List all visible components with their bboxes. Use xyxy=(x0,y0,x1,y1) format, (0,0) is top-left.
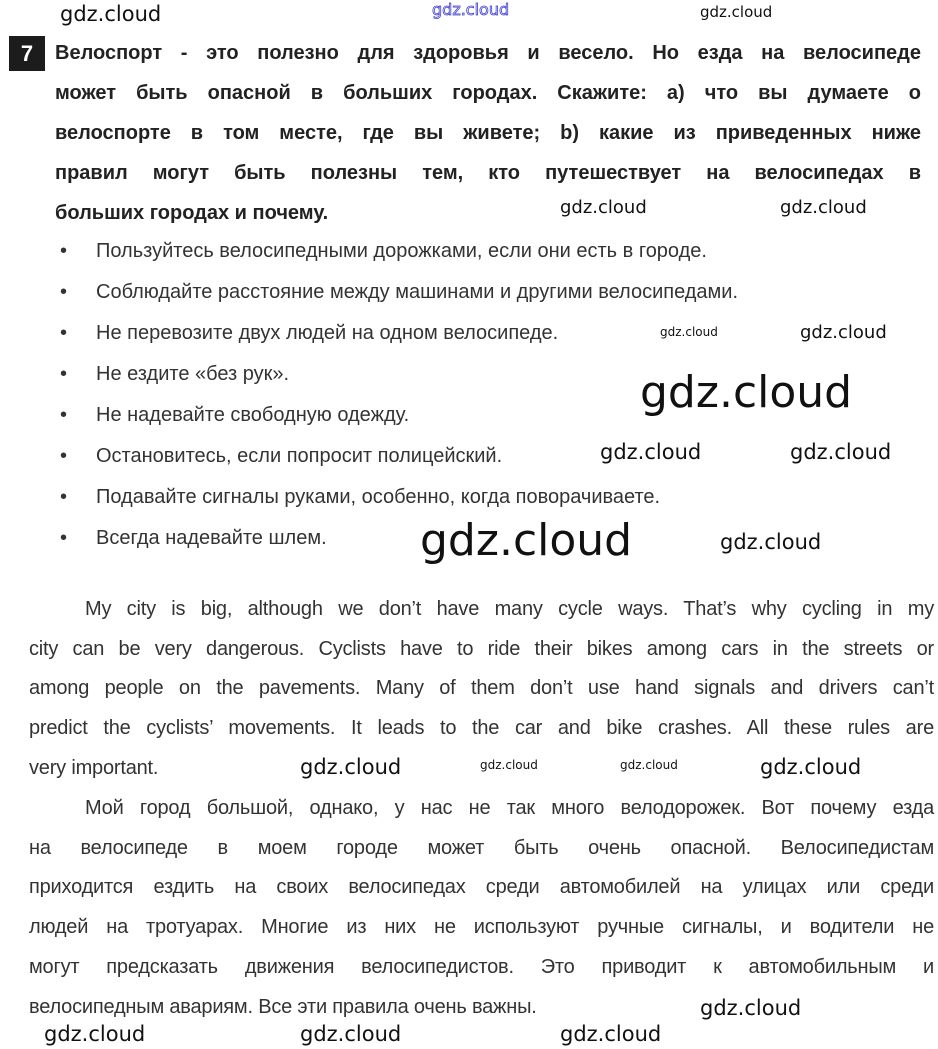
watermark: gdz.cloud xyxy=(800,322,887,343)
bullet-icon: • xyxy=(60,486,68,508)
rule-text: Подавайте сигналы руками, особенно, когда поворачиваете. xyxy=(96,486,661,508)
paragraph-line: among people on the pavements. Many of them don’t use hand signals and drivers can’t xyxy=(29,677,934,700)
paragraph-line: very important. xyxy=(29,756,159,779)
watermark: gdz.cloud xyxy=(480,758,538,772)
paragraph-line: могут предсказать движения велосипедистов. Это приводит к автомобильным и xyxy=(29,955,934,978)
watermark: gdz.cloud xyxy=(600,440,702,464)
bullet-icon: • xyxy=(60,527,68,549)
list-item xyxy=(60,272,920,313)
rule-text: Остановитесь, если попросит полицейский. xyxy=(96,445,503,467)
watermark: gdz.cloud xyxy=(432,0,510,19)
watermark: gdz.cloud xyxy=(620,758,678,772)
rule-text: Всегда надевайте шлем. xyxy=(96,527,327,549)
bullet-icon: • xyxy=(60,445,68,467)
instruction-line: Велоспорт - это полезно для здоровья и весело. Но езда на велосипеде xyxy=(55,42,921,64)
paragraph-line: велосипедным авариям. Все эти правила очень важны. xyxy=(29,995,537,1018)
watermark: gdz.cloud xyxy=(760,755,862,779)
list-item xyxy=(60,313,920,354)
paragraph-line: людей на тротуарах. Многие из них не используют ручные сигналы, и водители не xyxy=(29,916,934,939)
paragraph-line: на велосипеде в моем городе может быть очень опасной. Велосипедистам xyxy=(29,836,934,859)
instruction-line: может быть опасной в больших городах. Скажите: a) что вы думаете о xyxy=(55,82,921,104)
paragraph-line: My city is big, although we don’t have many cycle ways. That’s why cycling in my xyxy=(85,598,934,620)
paragraph-line: приходится ездить на своих велосипедах среди автомобилей на улицах или среди xyxy=(29,876,934,899)
bullet-icon: • xyxy=(60,404,68,426)
watermark: gdz.cloud xyxy=(780,197,867,218)
watermark: gdz.cloud xyxy=(660,325,718,339)
rule-text: Пользуйтесь велосипедными дорожками, если они есть в городе. xyxy=(96,240,707,262)
bullet-icon: • xyxy=(60,240,68,262)
list-item xyxy=(60,477,920,518)
list-item xyxy=(60,231,920,272)
watermark: gdz.cloud xyxy=(560,197,647,218)
instruction-line: больших городах и почему. xyxy=(55,202,329,224)
paragraph-line: Мой город большой, однако, у нас не так много велодорожек. Вот почему езда xyxy=(85,797,934,819)
rule-text: Соблюдайте расстояние между машинами и другими велосипедами. xyxy=(96,281,739,303)
watermark: gdz.cloud xyxy=(60,2,162,26)
watermark: gdz.cloud xyxy=(300,755,402,779)
bullet-icon: • xyxy=(60,322,68,344)
paragraph-line: city can be very dangerous. Cyclists have to ride their bikes among cars in the streets or xyxy=(29,637,934,660)
task-number: 7 xyxy=(9,36,45,71)
answer-russian xyxy=(29,789,934,1027)
instruction-line: правил могут быть полезны тем, кто путешествует на велосипедах в xyxy=(55,162,921,184)
watermark: gdz.cloud xyxy=(700,3,773,21)
rule-text: Не ездите «без рук». xyxy=(96,363,290,385)
watermark: gdz.cloud xyxy=(560,1022,662,1046)
paragraph-line: predict the cyclists’ movements. It leads to the car and bike crashes. All these rules are xyxy=(29,717,934,740)
watermark: gdz.cloud xyxy=(44,1022,146,1046)
rule-text: Не перевозите двух людей на одном велосипеде. xyxy=(96,322,559,344)
rule-text: Не надевайте свободную одежду. xyxy=(96,404,410,426)
bullet-icon: • xyxy=(60,281,68,303)
watermark: gdz.cloud xyxy=(420,515,633,566)
instruction-line: велоспорте в том месте, где вы живете; b) какие из приведенных ниже xyxy=(55,122,921,144)
watermark: gdz.cloud xyxy=(700,996,802,1020)
watermark: gdz.cloud xyxy=(720,530,822,554)
bullet-icon: • xyxy=(60,363,68,385)
watermark: gdz.cloud xyxy=(300,1022,402,1046)
watermark: gdz.cloud xyxy=(790,440,892,464)
watermark: gdz.cloud xyxy=(640,367,853,418)
